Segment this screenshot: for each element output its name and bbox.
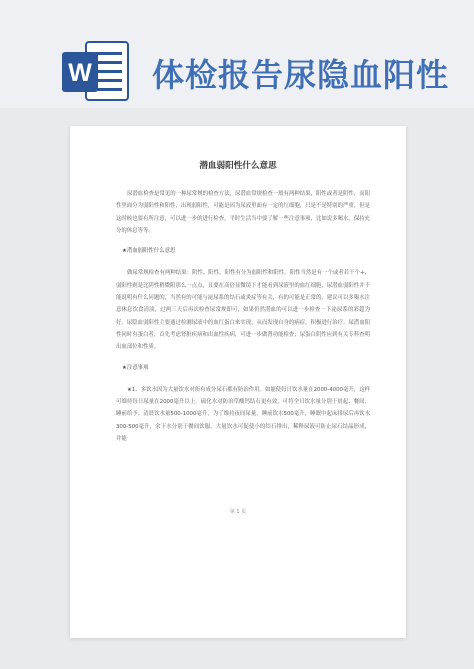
section-heading-notes: ★注意事项 [122,364,149,371]
document-page [70,126,406,638]
banner-title: 体检报告尿隐血阳性 [152,56,450,94]
word-logo-letter: W [68,59,92,87]
section-heading-meaning: ★潜血弱阳性什么意思 [122,248,176,255]
word-document-icon [62,40,130,102]
banner [0,0,474,108]
page-number: 第 1 页 [229,509,247,515]
document-body [116,188,370,453]
intro-paragraph: 尿潜血检查是常见的一种尿常规的检查方法，尿潜血常规检查一般有两种结果，阳性或者是阴性，而阳性里面分为弱阳性和阳性，出现弱阳性，可能是因为尿液里面有一定的红细胞，只是不是特别的严重，但是这时候也要有所注意，可以进一步的进行检查，平时生活当中要了解一些注意事项，比如说多喝水，保持充分的休息等等。 [116,191,370,234]
notes-paragraph: ★1、多饮水因为大量饮水对所有成分尿石都有防治作用。如能使每日饮水量在2000-4000毫升，这样可维持每日尿量在2000毫升以上。硫化水对防治草酸钙结石更有效，可将全日饮水量分别于晨起、餐间、睡前给予。清晨饮水量500-1000毫升，为了维持夜间尿量，睡前饮水500毫升，睡眠中起床排尿后再饮水300-500毫升，余下水分别于餐间饮服。大量饮水可促使小的结石排出，稀释尿液可防止尿石结晶形成，并能 [116,386,370,443]
meaning-paragraph: 做尿常规检查有两种结果：阴性、阳性，阳性有分为弱阳性和阳性。阳性当然是有一个或者若干个+，弱阳性则是比阴性稍微阳那么一点点，且要在高倍显微镜下才能看到尿液里的血红细胞，尿潜血弱阳性并不能说明有什么问题的，当然有的可能与泌尿系的结石或炎症等有关，有的可能是正常的，建议可以多喝水注意休息饮食清淡，过两三天后再次检查尿常规即可，如果仍然潜血的可以进一步检查一下泌尿系的彩超为好。尿隐血弱阳性主要通过检测尿液中的血红蛋白来实现，从而发现自身的病症，积极进行治疗。尿潜血阳性同时有蛋白者，首先考虑肾脏疾病和出血性疾病，可进一步做肾功能检查；尿蛋白阴性应到有关专科查明出血部位和性质。 [116,270,370,351]
document-title: 潜血弱阳性什么意思 [199,161,277,171]
